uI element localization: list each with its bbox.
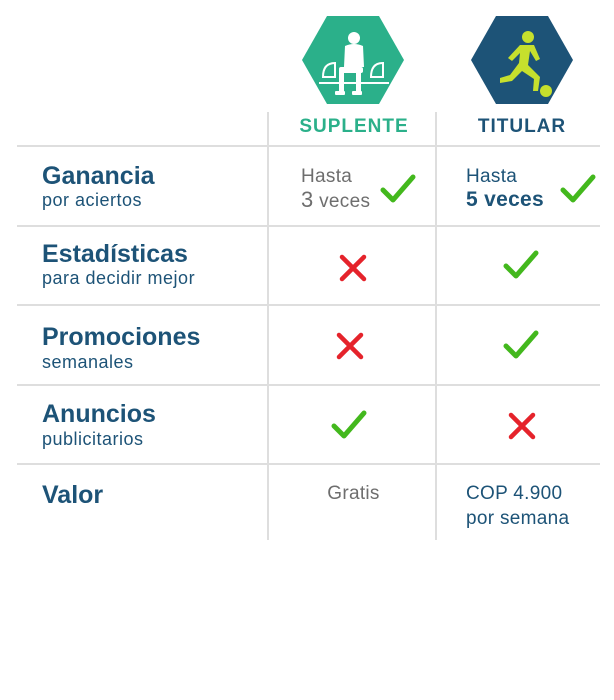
titular-plan-icon <box>470 15 574 105</box>
row-divider <box>17 463 600 465</box>
suplente-ganancia-multiplier: 3 <box>301 187 314 212</box>
titular-ganancia-line1: Hasta <box>466 166 518 187</box>
suplente-plan-icon <box>301 15 405 105</box>
row-subtitle-estadisticas: para decidir mejor <box>42 268 196 288</box>
row-title-ganancia: Ganancia <box>42 162 155 190</box>
row-title-anuncios: Anuncios <box>42 400 156 428</box>
row-divider <box>17 225 600 227</box>
row-subtitle-ganancia: por aciertos <box>42 190 143 210</box>
row-divider <box>17 145 600 147</box>
row-title-promociones: Promociones <box>42 323 201 351</box>
cross-icon <box>337 252 369 284</box>
titular-price-line1: COP 4.900 <box>466 483 563 504</box>
suplente-ganancia-unit: veces <box>313 191 371 212</box>
column-divider <box>435 112 437 540</box>
suplente-plan-label: SUPLENTE <box>299 116 409 137</box>
row-divider <box>17 304 600 306</box>
row-divider <box>17 384 600 386</box>
row-title-valor: Valor <box>42 481 104 509</box>
row-title-estadisticas: Estadísticas <box>42 240 188 268</box>
suplente-price: Gratis <box>327 483 380 504</box>
cross-icon <box>506 410 538 442</box>
titular-ganancia-line2: 5 veces <box>466 188 545 211</box>
suplente-ganancia-line2 <box>301 188 370 214</box>
row-subtitle-anuncios: publicitarios <box>42 429 144 449</box>
cross-icon <box>334 330 366 362</box>
check-icon <box>503 248 539 282</box>
titular-price-line2: por semana <box>466 508 570 529</box>
check-icon <box>503 328 539 362</box>
row-subtitle-promociones: semanales <box>42 352 134 372</box>
column-divider <box>267 112 269 540</box>
check-icon <box>380 172 416 206</box>
suplente-ganancia-line1: Hasta <box>301 166 353 187</box>
check-icon <box>331 408 367 442</box>
check-icon <box>560 172 596 206</box>
titular-plan-label: TITULAR <box>477 116 567 137</box>
